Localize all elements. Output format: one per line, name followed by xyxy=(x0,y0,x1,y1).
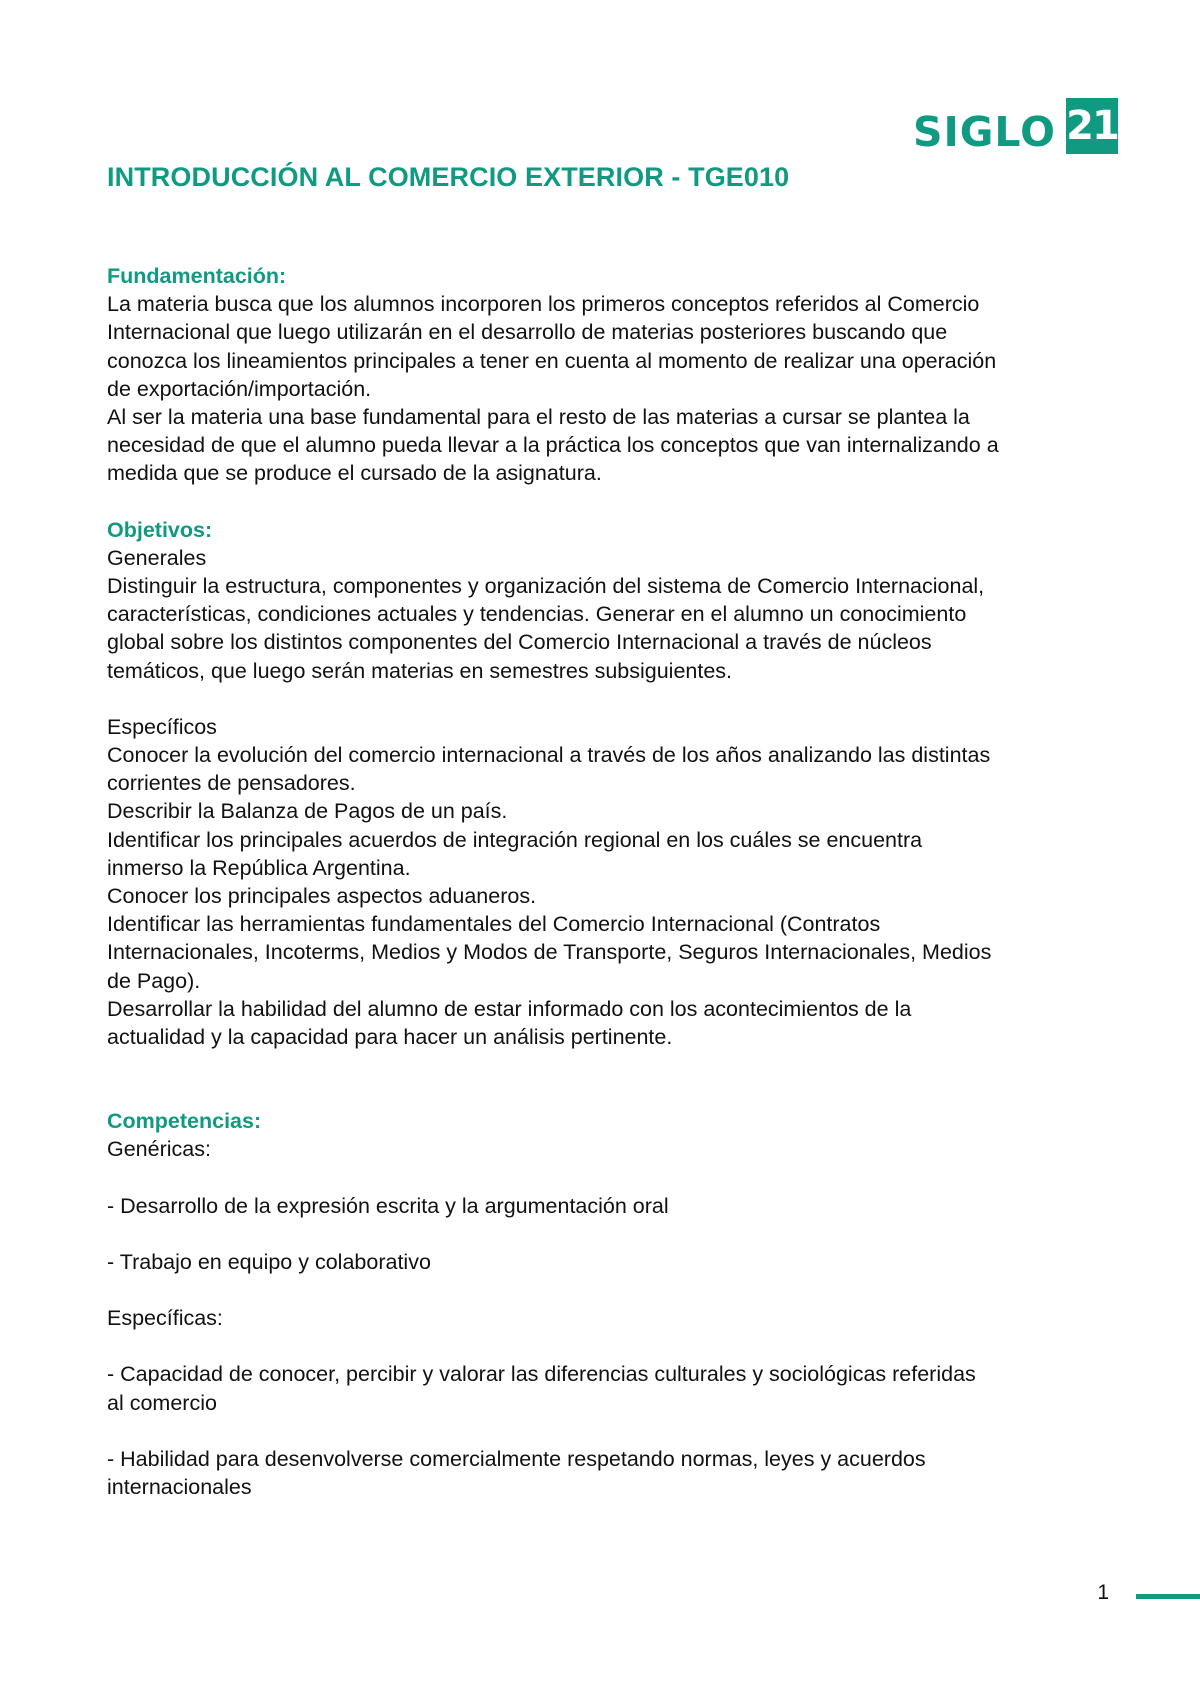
spacer xyxy=(107,1417,1117,1445)
competencias-heading: Competencias: xyxy=(107,1109,262,1134)
especificas-item-line: - Habilidad para desenvolverse comercialmente respetando normas, leyes y acuerdos xyxy=(107,1446,926,1471)
especificas-item-line: al comercio xyxy=(107,1390,217,1415)
especificos-label: Específicos xyxy=(107,714,217,739)
fundamentacion-line: medida que se produce el cursado de la asignatura. xyxy=(107,461,602,486)
fundamentacion-line: Al ser la materia una base fundamental para el resto de las materias a cursar se plantea la xyxy=(107,405,970,430)
generales-line: temáticos, que luego serán materias en semestres subsiguientes. xyxy=(107,658,733,683)
generales-line: Distinguir la estructura, componentes y organización del sistema de Comercio Internacional, xyxy=(107,574,985,599)
especificos-line: Identificar los principales acuerdos de integración regional en los cuáles se encuentra xyxy=(107,827,923,852)
especificos-line: Conocer la evolución del comercio internacional a través de los años analizando las distintas xyxy=(107,743,991,768)
spacer xyxy=(107,1276,1117,1304)
especificos-line: Internacionales, Incoterms, Medios y Modos de Transporte, Seguros Internacionales, Medios xyxy=(107,940,992,965)
genericas-item: - Trabajo en equipo y colaborativo xyxy=(107,1249,431,1274)
generales-label: Generales xyxy=(107,545,207,570)
spacer xyxy=(107,1051,1117,1107)
document-body xyxy=(107,262,1117,1501)
generales-line: características, condiciones actuales y tendencias. Generar en el alumno un conocimiento xyxy=(107,602,967,627)
genericas-item: - Desarrollo de la expresión escrita y la argumentación oral xyxy=(107,1193,669,1218)
logo-badge: 21 xyxy=(1066,98,1118,154)
objetivos-heading: Objetivos: xyxy=(107,517,213,542)
fundamentacion-line: necesidad de que el alumno pueda llevar a la práctica los conceptos que van internalizando a xyxy=(107,433,999,458)
especificos-line: de Pago). xyxy=(107,968,201,993)
especificos-line: Describir la Balanza de Pagos de un país. xyxy=(107,799,508,824)
spacer xyxy=(107,1164,1117,1192)
generales-line: global sobre los distintos componentes del Comercio Internacional a través de núcleos xyxy=(107,630,932,655)
document-title: INTRODUCCIÓN AL COMERCIO EXTERIOR - TGE010 xyxy=(107,162,790,192)
fundamentacion-line: Internacional que luego utilizarán en el desarrollo de materias posteriores buscando que xyxy=(107,320,948,345)
logo-text: SIGLO xyxy=(913,108,1056,156)
spacer xyxy=(107,488,1117,516)
especificos-line: inmerso la República Argentina. xyxy=(107,855,411,880)
fundamentacion-heading: Fundamentación: xyxy=(107,264,287,288)
especificos-line: corrientes de pensadores. xyxy=(107,771,356,796)
siglo21-logo xyxy=(913,98,1118,154)
especificos-line: Identificar las herramientas fundamentales del Comercio Internacional (Contratos xyxy=(107,912,881,937)
especificas-label: Específicas: xyxy=(107,1306,223,1331)
fundamentacion-line: conozca los lineamientos principales a tener en cuenta al momento de realizar una operación xyxy=(107,348,997,373)
especificas-item-line: - Capacidad de conocer, percibir y valorar las diferencias culturales y sociológicas referidas xyxy=(107,1362,976,1387)
especificas-item-line: internacionales xyxy=(107,1474,252,1499)
especificos-line: Conocer los principales aspectos aduaneros. xyxy=(107,884,537,909)
especificos-line: Desarrollar la habilidad del alumno de estar informado con los acontecimientos de la xyxy=(107,996,912,1021)
genericas-label: Genéricas: xyxy=(107,1137,211,1162)
footer-accent-bar xyxy=(1136,1594,1200,1599)
especificos-line: actualidad y la capacidad para hacer un análisis pertinente. xyxy=(107,1025,673,1050)
fundamentacion-line: La materia busca que los alumnos incorporen los primeros conceptos referidos al Comercio xyxy=(107,292,980,317)
spacer xyxy=(107,1332,1117,1360)
page-number: 1 xyxy=(1097,1581,1109,1604)
spacer xyxy=(107,685,1117,713)
fundamentacion-line: de exportación/importación. xyxy=(107,376,372,401)
spacer xyxy=(107,1220,1117,1248)
